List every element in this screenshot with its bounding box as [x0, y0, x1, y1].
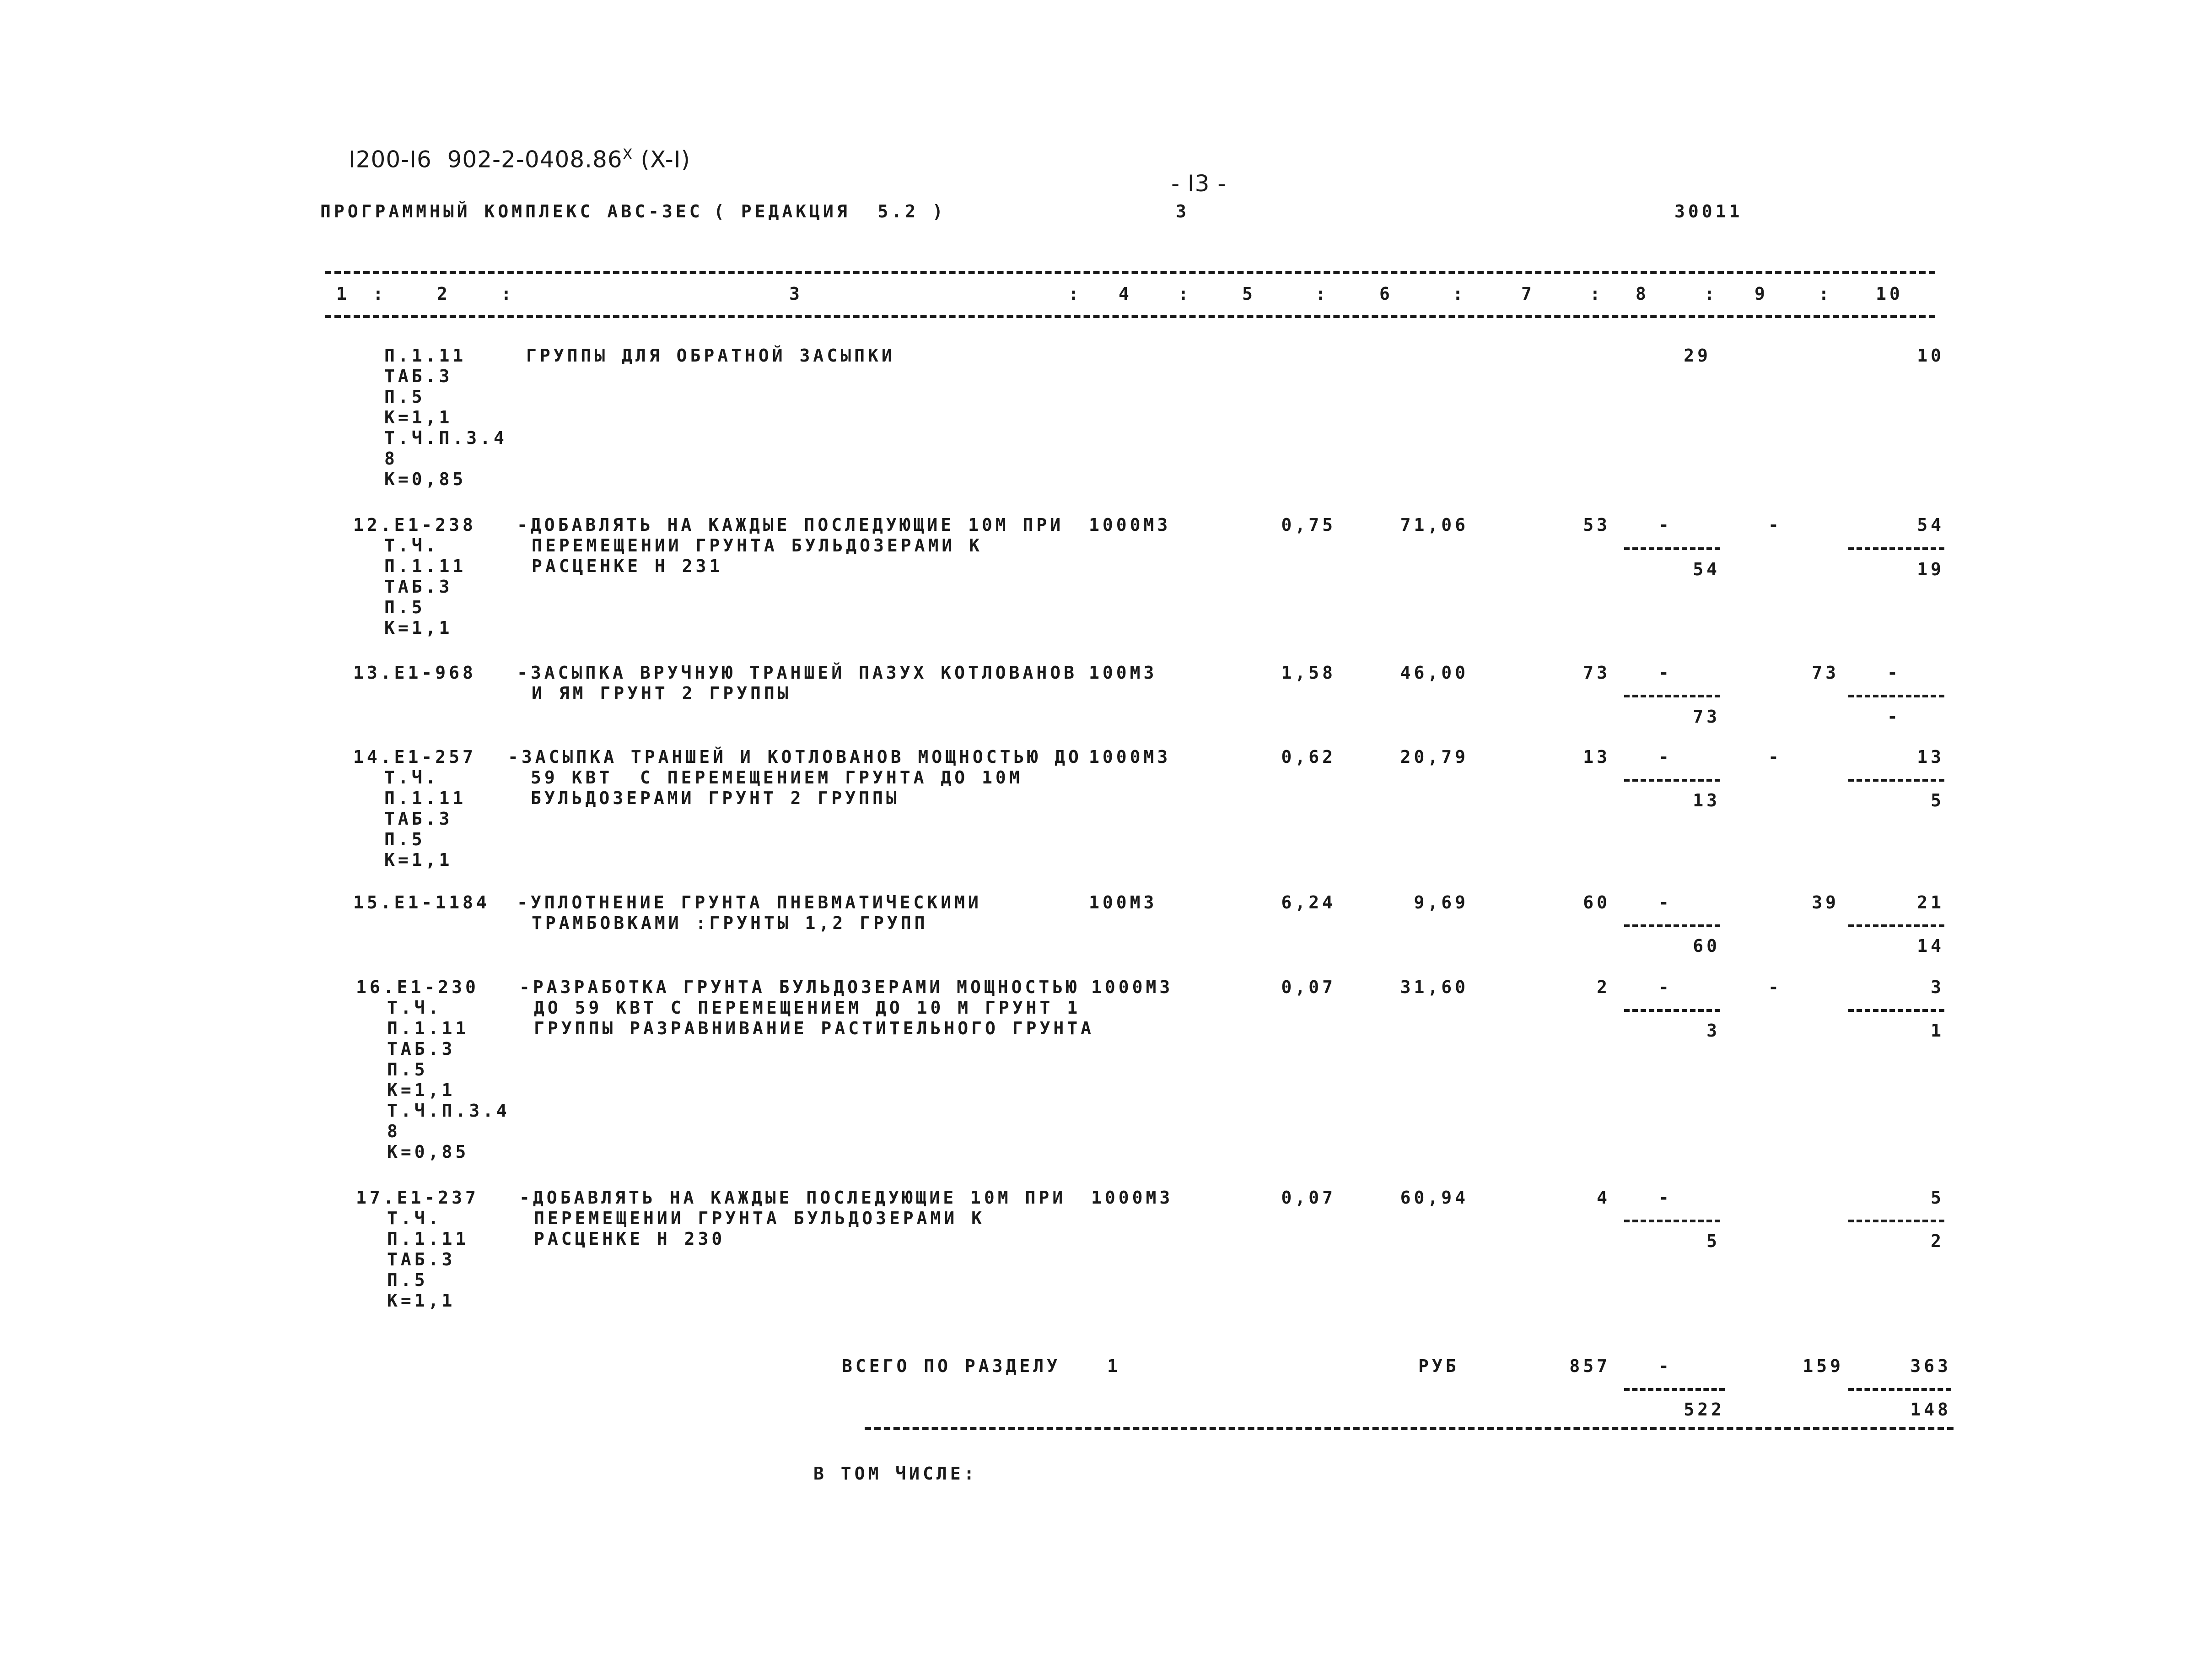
cell-col8-top: - — [1658, 977, 1672, 997]
fraction-rule — [1848, 779, 1944, 782]
cell-price: 20,79 — [1400, 747, 1469, 767]
cell-col10-top: 54 — [1917, 515, 1944, 535]
archive-code-text: I200-I6 902-2-0408.86 — [349, 146, 623, 173]
cell-col9: 39 — [1812, 892, 1839, 913]
cell-col9: - — [1768, 977, 1782, 997]
total-count: 1 — [1107, 1356, 1121, 1376]
row-code: 15.Е1-1184 — [353, 892, 490, 913]
cell-col10-top: 10 — [1917, 346, 1944, 366]
fraction-rule — [1848, 1220, 1944, 1222]
archive-code-suffix: (X-I) — [633, 146, 691, 173]
cell-col10-top: - — [1887, 663, 1901, 683]
column-header-9: 9 — [1755, 284, 1768, 304]
fraction-rule — [1848, 1009, 1944, 1012]
column-separator: : — [1819, 284, 1832, 304]
cell-price: 46,00 — [1400, 663, 1469, 683]
cell-col7: 13 — [1583, 747, 1610, 767]
cell-col7: 4 — [1597, 1188, 1610, 1208]
cell-price: 31,60 — [1400, 977, 1469, 997]
fraction-rule — [1848, 547, 1944, 550]
total-currency: РУБ — [1418, 1356, 1459, 1376]
total-bottom-rule — [865, 1427, 1954, 1430]
cell-unit: 1000М3 — [1091, 977, 1173, 997]
column-separator: : — [501, 284, 515, 304]
cell-col10-bottom: - — [1887, 707, 1901, 727]
column-separator: : — [1704, 284, 1718, 304]
column-header-10: 10 — [1876, 284, 1903, 304]
row-code: 14.Е1-257 Т.Ч. П.1.11 ТАБ.3 П.5 К=1,1 — [353, 747, 476, 870]
fraction-rule — [1624, 779, 1720, 782]
cell-col7: 53 — [1583, 515, 1610, 535]
row-description: -ЗАСЫПКА ТРАНШЕЙ И КОТЛОВАНОВ МОЩНОСТЬЮ ДО 59 КВТ С ПЕРЕМЕЩЕНИЕМ ГРУНТА ДО 10М БУЛЬДОЗЕРАМИ ГРУНТ 2 ГРУППЫ — [508, 747, 1082, 808]
program-title: ПРОГРАММНЫЙ КОМПЛЕКС АВС-3ЕС — [320, 201, 703, 221]
fraction-rule — [1848, 924, 1944, 927]
cell-col8-bottom: 73 — [1693, 707, 1720, 727]
cell-unit: 1000М3 — [1089, 747, 1171, 767]
row-code: 12.Е1-238 Т.Ч. П.1.11 ТАБ.3 П.5 К=1,1 — [353, 515, 476, 638]
archive-code — [349, 146, 690, 173]
total-col10-bottom: 148 — [1910, 1399, 1951, 1420]
cell-col8-top: - — [1658, 663, 1672, 683]
including-label: В ТОМ ЧИСЛЕ: — [813, 1464, 978, 1484]
row-code: П.1.11 ТАБ.3 П.5 К=1,1 Т.Ч.П.3.4 8 К=0,85 — [384, 346, 507, 489]
cell-unit: 1000М3 — [1091, 1188, 1173, 1208]
cell-unit: 100М3 — [1089, 663, 1157, 683]
cell-col8-top: - — [1658, 1188, 1672, 1208]
fraction-rule — [1624, 924, 1720, 927]
fraction-rule — [1624, 1009, 1720, 1012]
row-description: -ДОБАВЛЯТЬ НА КАЖДЫЕ ПОСЛЕДУЮЩИЕ 10М ПРИ ПЕРЕМЕЩЕНИИ ГРУНТА БУЛЬДОЗЕРАМИ К РАСЦЕНКЕ Н 231 — [517, 515, 1064, 576]
total-col8-bottom: 522 — [1684, 1399, 1725, 1420]
fraction-rule — [1624, 695, 1720, 697]
cell-col7: 60 — [1583, 892, 1610, 913]
cell-col10-bottom: 19 — [1917, 559, 1944, 579]
row-description: -ЗАСЫПКА ВРУЧНУЮ ТРАНШЕЙ ПАЗУХ КОТЛОВАНОВ И ЯМ ГРУНТ 2 ГРУППЫ — [517, 663, 1077, 703]
cell-col8-bottom: 60 — [1693, 936, 1720, 956]
program-page: 3 — [1176, 201, 1189, 221]
cell-col10-top: 13 — [1917, 747, 1944, 767]
total-col10-top: 363 — [1910, 1356, 1951, 1376]
column-separator: : — [1315, 284, 1329, 304]
total-label: ВСЕГО ПО РАЗДЕЛУ — [842, 1356, 1061, 1376]
row-description: -УПЛОТНЕНИЕ ГРУНТА ПНЕВМАТИЧЕСКИМИ ТРАМБОВКАМИ :ГРУНТЫ 1,2 ГРУПП — [517, 892, 982, 933]
header-top-rule — [325, 271, 1935, 274]
column-header-3: 3 — [789, 284, 803, 304]
column-header-8: 8 — [1636, 284, 1649, 304]
total-col8-top: - — [1658, 1356, 1672, 1376]
fraction-rule — [1624, 547, 1720, 550]
cell-col10-bottom: 1 — [1931, 1021, 1944, 1041]
row-code: 16.Е1-230 Т.Ч. П.1.11 ТАБ.3 П.5 К=1,1 Т.Ч.П.3.4 8 К=0,85 — [356, 977, 510, 1162]
cell-col8-bottom: 3 — [1706, 1021, 1720, 1041]
cell-col9: - — [1768, 747, 1782, 767]
cell-col8-bottom: 5 — [1706, 1231, 1720, 1251]
row-description: -ДОБАВЛЯТЬ НА КАЖДЫЕ ПОСЛЕДУЮЩИЕ 10М ПРИ ПЕРЕМЕЩЕНИИ ГРУНТА БУЛЬДОЗЕРАМИ К РАСЦЕНКЕ Н 230 — [519, 1188, 1066, 1249]
cell-col9: - — [1768, 515, 1782, 535]
column-separator: : — [373, 284, 387, 304]
header-bottom-rule — [325, 315, 1935, 318]
archive-code-superscript: X — [622, 146, 633, 163]
cell-col10-top: 3 — [1931, 977, 1944, 997]
cell-col8-bottom: 54 — [1693, 559, 1720, 579]
cell-col10-bottom: 2 — [1931, 1231, 1944, 1251]
column-separator: : — [1178, 284, 1192, 304]
total-col7: 857 — [1569, 1356, 1610, 1376]
column-separator: : — [1453, 284, 1466, 304]
cell-col10-top: 21 — [1917, 892, 1944, 913]
cell-col7: 2 — [1597, 977, 1610, 997]
cell-quantity: 0,07 — [1281, 977, 1336, 997]
fraction-rule — [1848, 695, 1944, 697]
cell-unit: 100М3 — [1089, 892, 1157, 913]
column-header-5: 5 — [1242, 284, 1256, 304]
column-header-4: 4 — [1119, 284, 1132, 304]
program-id: 30011 — [1674, 201, 1743, 221]
cell-quantity: 0,75 — [1281, 515, 1336, 535]
cell-price: 71,06 — [1400, 515, 1469, 535]
row-description: ГРУППЫ ДЛЯ ОБРАТНОЙ ЗАСЫПКИ — [526, 346, 895, 366]
row-description: -РАЗРАБОТКА ГРУНТА БУЛЬДОЗЕРАМИ МОЩНОСТЬЮ ДО 59 КВТ С ПЕРЕМЕЩЕНИЕМ ДО 10 М ГРУНТ 1 ГРУППЫ РАЗРАВНИВАНИЕ РАСТИТЕЛЬНОГО ГРУНТА — [519, 977, 1094, 1038]
column-separator: : — [1068, 284, 1082, 304]
cell-price: 60,94 — [1400, 1188, 1469, 1208]
fraction-rule — [1848, 1388, 1951, 1391]
cell-col10-bottom: 14 — [1917, 936, 1944, 956]
cell-col9: 73 — [1812, 663, 1839, 683]
total-col9: 159 — [1803, 1356, 1844, 1376]
cell-quantity: 0,07 — [1281, 1188, 1336, 1208]
edition-label: ( РЕДАКЦИЯ 5.2 ) — [714, 201, 946, 221]
column-header-1: 1 — [336, 284, 350, 304]
fraction-rule — [1624, 1220, 1720, 1222]
column-separator: : — [1590, 284, 1604, 304]
cell-col8-top: - — [1658, 515, 1672, 535]
cell-col7: 73 — [1583, 663, 1610, 683]
fraction-rule — [1624, 1388, 1725, 1391]
column-header-2: 2 — [437, 284, 451, 304]
column-header-6: 6 — [1379, 284, 1393, 304]
page-number: - I3 - — [1171, 170, 1227, 197]
cell-quantity: 6,24 — [1281, 892, 1336, 913]
cell-col10-top: 5 — [1931, 1188, 1944, 1208]
cell-quantity: 1,58 — [1281, 663, 1336, 683]
cell-quantity: 0,62 — [1281, 747, 1336, 767]
row-code: 17.Е1-237 Т.Ч. П.1.11 ТАБ.3 П.5 К=1,1 — [356, 1188, 479, 1311]
cell-col8-top: 29 — [1684, 346, 1711, 366]
cell-unit: 1000М3 — [1089, 515, 1171, 535]
column-header-7: 7 — [1521, 284, 1535, 304]
cell-col10-bottom: 5 — [1931, 790, 1944, 810]
cell-price: 9,69 — [1414, 892, 1469, 913]
row-code: 13.Е1-968 — [353, 663, 476, 683]
cell-col8-top: - — [1658, 892, 1672, 913]
cell-col8-bottom: 13 — [1693, 790, 1720, 810]
cell-col8-top: - — [1658, 747, 1672, 767]
